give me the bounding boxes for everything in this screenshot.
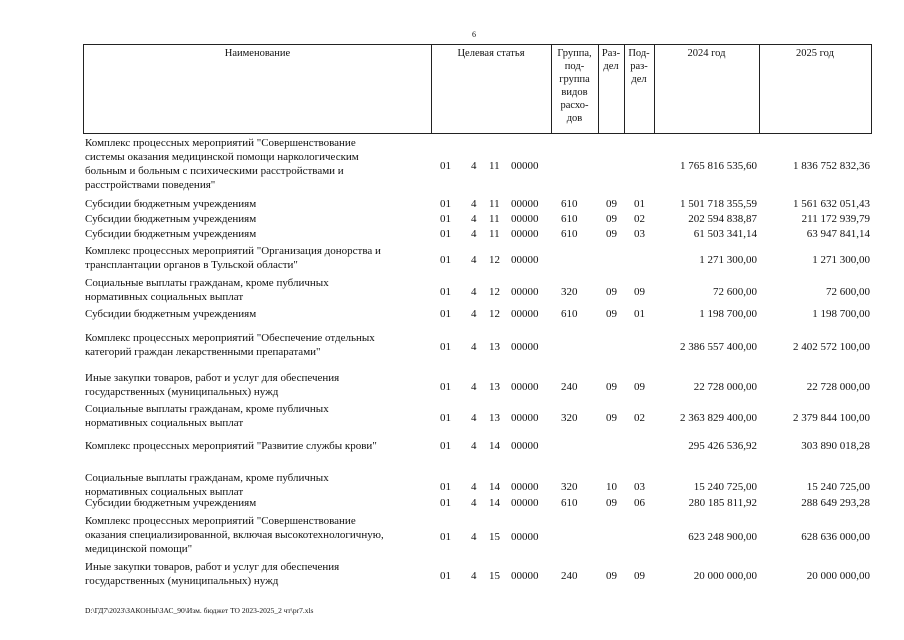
amount-2024: 1 271 300,00 [699, 254, 757, 266]
code-program: 01 [440, 308, 451, 320]
amount-2025: 628 636 000,00 [801, 531, 870, 543]
amount-2024: 295 426 536,92 [688, 440, 757, 452]
amount-2025: 1 198 700,00 [812, 308, 870, 320]
row-name-line: системы оказания медицинской помощи наркологическим [85, 151, 359, 163]
row-name [85, 514, 427, 556]
code-structure: 13 [489, 412, 500, 424]
code-subprogram: 4 [471, 570, 477, 582]
expense-group: 320 [561, 412, 578, 424]
amount-2025: 15 240 725,00 [806, 481, 870, 493]
code-program: 01 [440, 531, 451, 543]
code-program: 01 [440, 497, 451, 509]
code-program: 01 [440, 481, 451, 493]
amount-2024: 1 501 718 355,59 [680, 198, 757, 210]
row-name-line: Субсидии бюджетным учреждениям [85, 198, 257, 210]
code-program: 01 [440, 381, 451, 393]
table-header [83, 44, 872, 134]
amount-2025: 211 172 939,79 [801, 213, 870, 225]
subsection-code: 09 [634, 570, 645, 582]
row-name-line: Комплекс процессных мероприятий "Развитие службы крови" [85, 440, 377, 452]
row-name-line: Комплекс процессных мероприятий "Совершенствование [85, 515, 356, 527]
section-code: 09 [606, 412, 617, 424]
row-name-line: нормативных социальных выплат [85, 486, 244, 498]
code-subprogram: 4 [471, 198, 477, 210]
amount-2025: 288 649 293,28 [801, 497, 870, 509]
code-direction: 00000 [511, 286, 539, 298]
subsection-code: 02 [634, 213, 645, 225]
code-program: 01 [440, 213, 451, 225]
code-program: 01 [440, 440, 451, 452]
header-group-line: Группа, [557, 48, 592, 59]
header-group-line: группа [559, 74, 590, 85]
code-program: 01 [440, 198, 451, 210]
row-name [85, 402, 427, 430]
code-subprogram: 4 [471, 412, 477, 424]
code-structure: 15 [489, 570, 500, 582]
header-year-2025: 2025 год [796, 48, 834, 59]
row-name [85, 496, 427, 510]
subsection-code: 09 [634, 286, 645, 298]
amount-2025: 72 600,00 [826, 286, 870, 298]
code-program: 01 [440, 341, 451, 353]
code-subprogram: 4 [471, 341, 477, 353]
row-name-line: нормативных социальных выплат [85, 417, 244, 429]
row-name-line: Комплекс процессных мероприятий "Организация донорства и [85, 245, 381, 257]
subsection-code: 03 [634, 481, 645, 493]
code-structure: 14 [489, 440, 500, 452]
header-group [551, 47, 598, 125]
code-direction: 00000 [511, 412, 539, 424]
header-target: Целевая статья [457, 48, 525, 59]
code-subprogram: 4 [471, 481, 477, 493]
amount-2025: 63 947 841,14 [806, 228, 870, 240]
code-structure: 11 [489, 213, 500, 225]
expense-group: 240 [561, 570, 578, 582]
page-number: 6 [472, 30, 476, 39]
row-name-line: Субсидии бюджетным учреждениям [85, 213, 257, 225]
row-name [85, 197, 427, 211]
section-code: 09 [606, 570, 617, 582]
subsection-code: 03 [634, 228, 645, 240]
amount-2025: 1 561 632 051,43 [793, 198, 870, 210]
row-name-line: больным и больным с психическими расстройствами и [85, 165, 344, 177]
header-group-line: расхо- [560, 100, 589, 111]
row-name-line: оказания специализированной, включая высокотехнологичную, [85, 529, 384, 541]
code-direction: 00000 [511, 308, 539, 320]
code-structure: 12 [489, 286, 500, 298]
header-section [598, 47, 624, 73]
row-name-line: Социальные выплаты гражданам, кроме публичных [85, 472, 329, 484]
code-structure: 11 [489, 228, 500, 240]
header-group-line: дов [566, 113, 583, 124]
row-name [85, 276, 427, 304]
header-name: Наименование [224, 48, 291, 59]
amount-2025: 1 836 752 832,36 [793, 160, 870, 172]
code-structure: 14 [489, 481, 500, 493]
section-code: 09 [606, 381, 617, 393]
row-name-line: государственных (муниципальных) нужд [85, 386, 279, 398]
row-name-line: Субсидии бюджетным учреждениям [85, 228, 257, 240]
header-year-2024: 2024 год [687, 48, 726, 59]
section-code: 09 [606, 228, 617, 240]
code-structure: 13 [489, 341, 500, 353]
amount-2024: 15 240 725,00 [693, 481, 757, 493]
code-direction: 00000 [511, 228, 539, 240]
row-name-line: медицинской помощи" [85, 543, 193, 555]
amount-2025: 1 271 300,00 [812, 254, 870, 266]
code-direction: 00000 [511, 160, 539, 172]
row-name-line: Субсидии бюджетным учреждениям [85, 308, 257, 320]
header-group-line: видов [561, 87, 588, 98]
row-name [85, 227, 427, 241]
amount-2024: 280 185 811,92 [688, 497, 757, 509]
code-structure: 11 [489, 160, 500, 172]
amount-2024: 2 363 829 400,00 [680, 412, 757, 424]
row-name [85, 307, 427, 321]
row-name [85, 136, 427, 192]
amount-2024: 72 600,00 [713, 286, 757, 298]
code-direction: 00000 [511, 481, 539, 493]
code-subprogram: 4 [471, 497, 477, 509]
code-program: 01 [440, 570, 451, 582]
subsection-code: 01 [634, 198, 645, 210]
code-program: 01 [440, 412, 451, 424]
code-direction: 00000 [511, 440, 539, 452]
row-name-line: трансплантации органов в Тульской области" [85, 259, 298, 271]
header-subsection-line: раз- [630, 61, 648, 72]
code-direction: 00000 [511, 531, 539, 543]
code-direction: 00000 [511, 254, 539, 266]
amount-2025: 20 000 000,00 [806, 570, 870, 582]
code-subprogram: 4 [471, 440, 477, 452]
code-structure: 15 [489, 531, 500, 543]
section-code: 09 [606, 497, 617, 509]
code-subprogram: 4 [471, 228, 477, 240]
row-name-line: Иные закупки товаров, работ и услуг для обеспечения [85, 561, 340, 573]
header-group-line: под- [564, 61, 585, 72]
amount-2024: 623 248 900,00 [688, 531, 757, 543]
code-structure: 14 [489, 497, 500, 509]
code-subprogram: 4 [471, 254, 477, 266]
code-program: 01 [440, 228, 451, 240]
row-name-line: категорий граждан лекарственными препаратами" [85, 346, 321, 358]
subsection-code: 06 [634, 497, 645, 509]
amount-2024: 20 000 000,00 [693, 570, 757, 582]
row-name-line: Социальные выплаты гражданам, кроме публичных [85, 277, 329, 289]
amount-2024: 202 594 838,87 [688, 213, 757, 225]
code-subprogram: 4 [471, 308, 477, 320]
row-name-line: Иные закупки товаров, работ и услуг для обеспечения [85, 372, 340, 384]
code-direction: 00000 [511, 381, 539, 393]
section-code: 09 [606, 286, 617, 298]
row-name-line: Комплекс процессных мероприятий "Совершенствование [85, 137, 356, 149]
amount-2024: 2 386 557 400,00 [680, 341, 757, 353]
code-subprogram: 4 [471, 160, 477, 172]
header-section-line: Раз- [601, 48, 621, 59]
row-name [85, 439, 427, 453]
section-code: 09 [606, 198, 617, 210]
code-program: 01 [440, 254, 451, 266]
code-direction: 00000 [511, 213, 539, 225]
section-code: 09 [606, 213, 617, 225]
amount-2025: 2 379 844 100,00 [793, 412, 870, 424]
row-name-line: расстройствами поведения" [85, 179, 216, 191]
row-name-line: Социальные выплаты гражданам, кроме публичных [85, 403, 329, 415]
code-direction: 00000 [511, 341, 539, 353]
amount-2024: 61 503 341,14 [693, 228, 757, 240]
code-subprogram: 4 [471, 213, 477, 225]
header-subsection-line: Под- [628, 48, 650, 59]
section-code: 10 [606, 481, 617, 493]
expense-group: 610 [561, 213, 578, 225]
row-name [85, 371, 427, 399]
code-program: 01 [440, 286, 451, 298]
expense-group: 240 [561, 381, 578, 393]
section-code: 09 [606, 308, 617, 320]
row-name [85, 331, 427, 359]
expense-group: 320 [561, 286, 578, 298]
header-section-line: дел [603, 61, 619, 72]
amount-2025: 22 728 000,00 [806, 381, 870, 393]
amount-2024: 1 198 700,00 [699, 308, 757, 320]
code-structure: 12 [489, 254, 500, 266]
file-path-footer: D:\ГД7\2023\ЗАКОНЫ\ЗАС_90\Изм. бюджет ТО 2023-2025_2 чт\pr7.xls [85, 606, 314, 615]
subsection-code: 09 [634, 381, 645, 393]
row-name [85, 560, 427, 588]
code-program: 01 [440, 160, 451, 172]
code-direction: 00000 [511, 497, 539, 509]
amount-2025: 2 402 572 100,00 [793, 341, 870, 353]
code-direction: 00000 [511, 570, 539, 582]
header-subsection-line: дел [631, 74, 647, 85]
code-subprogram: 4 [471, 286, 477, 298]
expense-group: 320 [561, 481, 578, 493]
expense-group: 610 [561, 497, 578, 509]
row-name [85, 471, 427, 499]
row-name-line: государственных (муниципальных) нужд [85, 575, 279, 587]
subsection-code: 01 [634, 308, 645, 320]
code-structure: 12 [489, 308, 500, 320]
header-subsection [624, 47, 654, 86]
amount-2024: 22 728 000,00 [693, 381, 757, 393]
row-name-line: нормативных социальных выплат [85, 291, 244, 303]
row-name-line: Комплекс процессных мероприятий "Обеспечение отдельных [85, 332, 375, 344]
row-name [85, 244, 427, 272]
code-direction: 00000 [511, 198, 539, 210]
row-name-line: Субсидии бюджетным учреждениям [85, 497, 257, 509]
expense-group: 610 [561, 198, 578, 210]
amount-2025: 303 890 018,28 [801, 440, 870, 452]
expense-group: 610 [561, 308, 578, 320]
row-name [85, 212, 427, 226]
code-structure: 13 [489, 381, 500, 393]
code-subprogram: 4 [471, 531, 477, 543]
amount-2024: 1 765 816 535,60 [680, 160, 757, 172]
expense-group: 610 [561, 228, 578, 240]
code-subprogram: 4 [471, 381, 477, 393]
subsection-code: 02 [634, 412, 645, 424]
code-structure: 11 [489, 198, 500, 210]
